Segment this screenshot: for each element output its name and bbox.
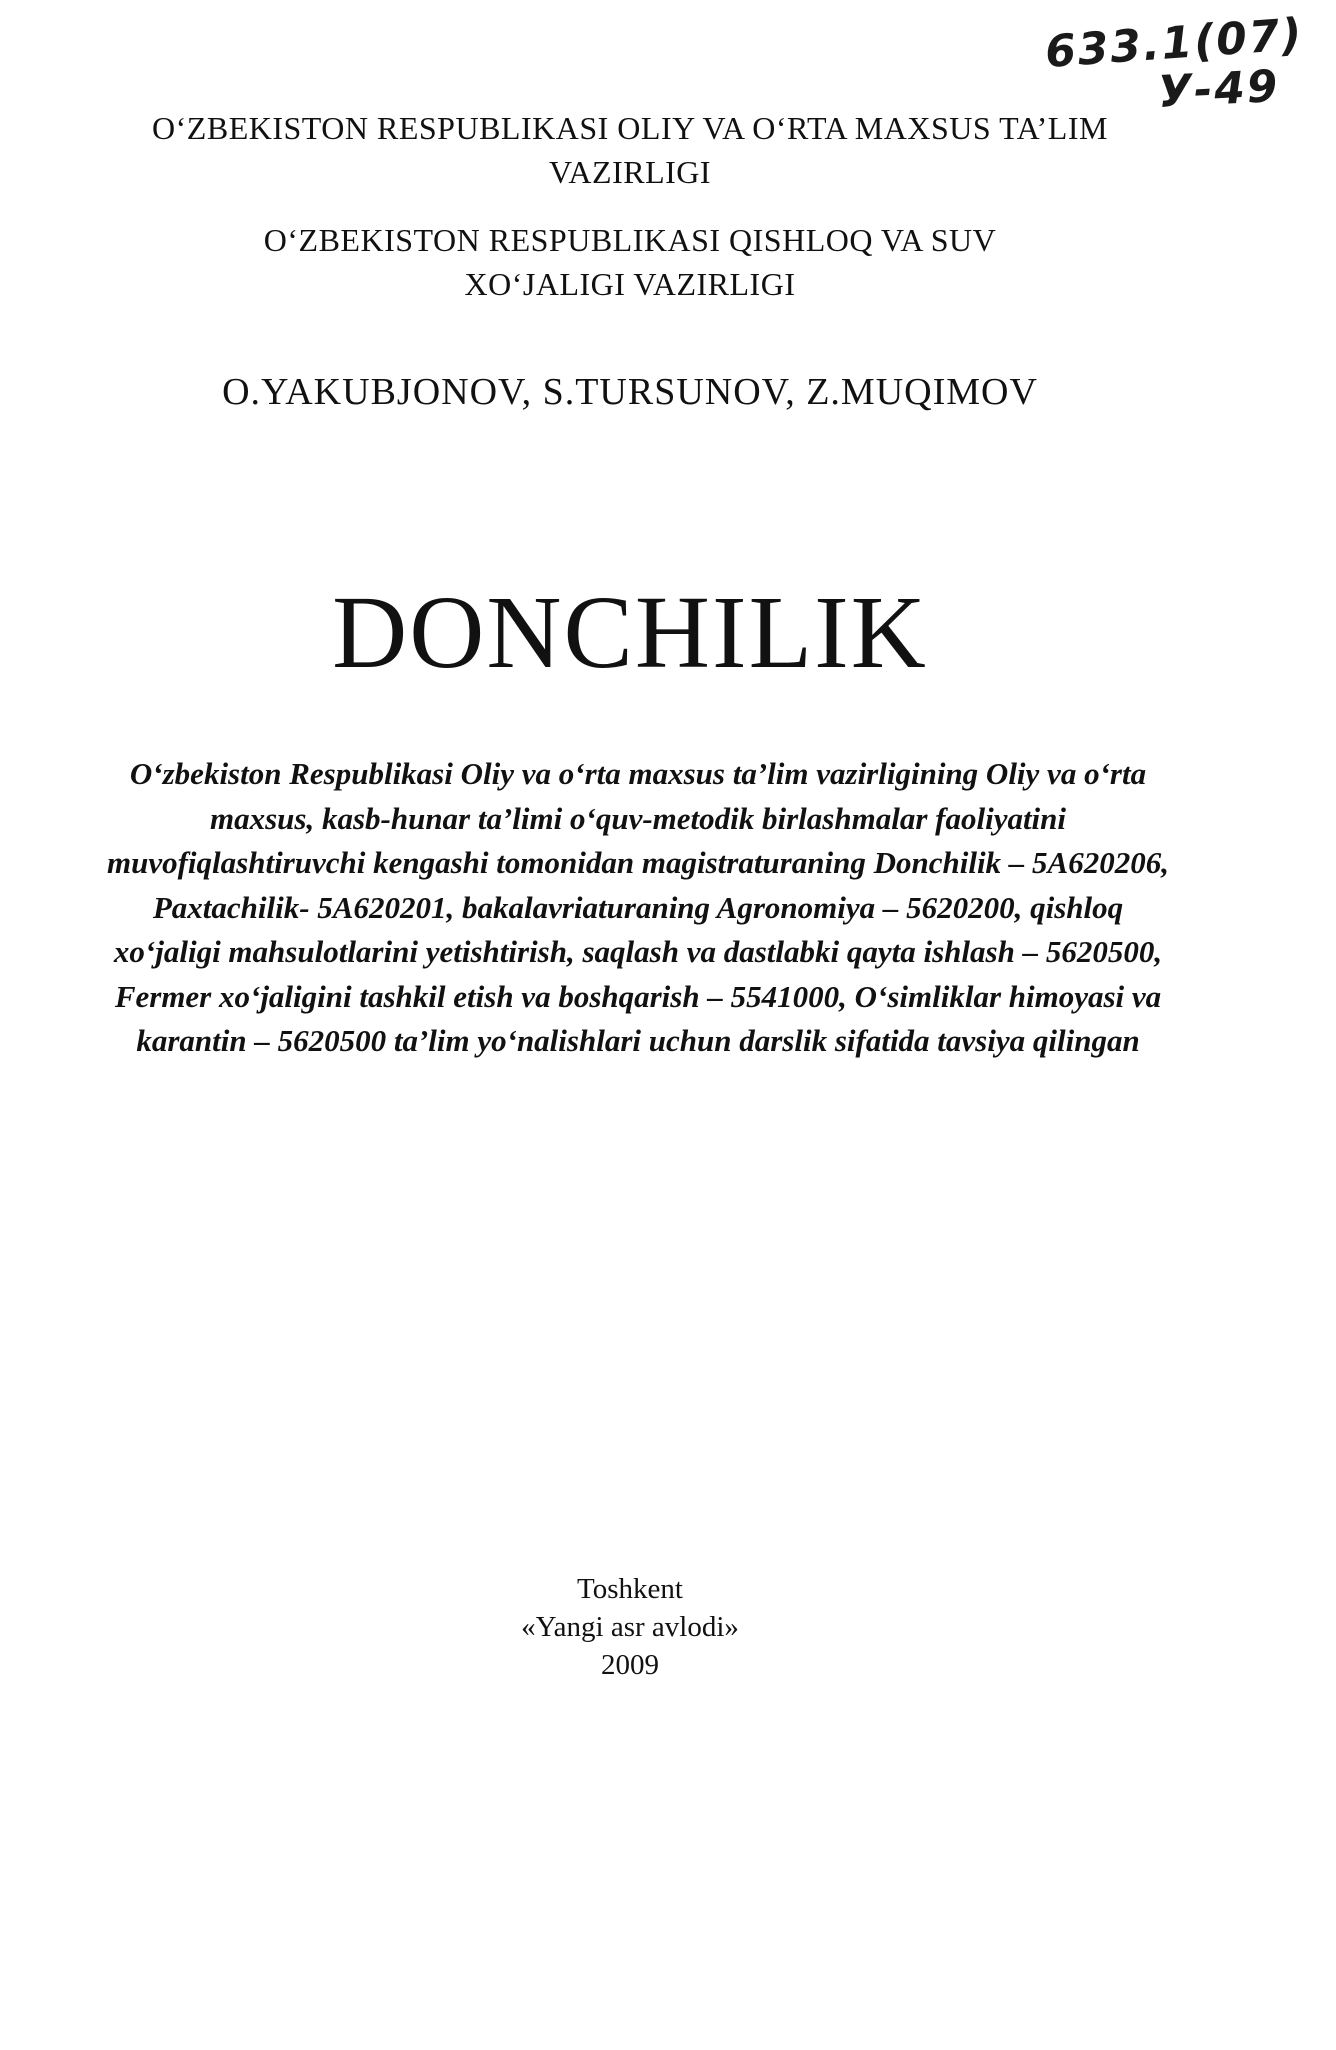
ministry-heading-text: O‘ZBEKISTON RESPUBLIKASI QISHLOQ VA SUV XO‘JALIGI VAZIRLIGI [263,222,997,302]
book-authors: O.YAKUBJONOV, S.TURSUNOV, Z.MUQIMOV [222,371,1038,413]
handwritten-author-mark: У-49 [1156,60,1281,119]
ministry-heading-text: O‘ZBEKISTON RESPUBLIKASI OLIY VA O‘RTA MAXSUS TA’LIM VAZIRLIGI [152,110,1108,190]
ministry-heading-education [0,106,1260,194]
approval-statement: O‘zbekiston Respublikasi Oliy va o‘rta maxsus ta’lim vazirligining Oliy va o‘rta maxsus, kasb-hunar ta’limi o‘quv-metodik birlashmalar faoliyatini muvofiqlashtiruvchi kengashi tomonidan magistraturaning Donchilik – 5A620206, Paxtachilik- 5A620201, bakalavriaturaning Agronomiya – 5620200, qishloq xo‘jaligi mahsulotlarini yetishtirish, saqlash va dastlabki qayta ishlash – 5620500, Fermer xo‘jaligini tashkil etish va boshqarish – 5541000, O‘simliklar himoyasi va karantin – 5620500 ta’lim yo‘nalishlari uchun darslik sifatida tavsiya qilingan [107,756,1169,1058]
book-title: DONCHILIK [332,575,928,690]
handwritten-classification-code: 633.1(07) [1043,9,1306,78]
imprint [0,1570,1260,1684]
imprint-publisher: «Yangi asr avlodi» [521,1611,739,1643]
ministry-heading-agriculture [0,218,1260,306]
imprint-city: Toshkent [577,1573,683,1605]
imprint-year: 2009 [601,1649,659,1681]
